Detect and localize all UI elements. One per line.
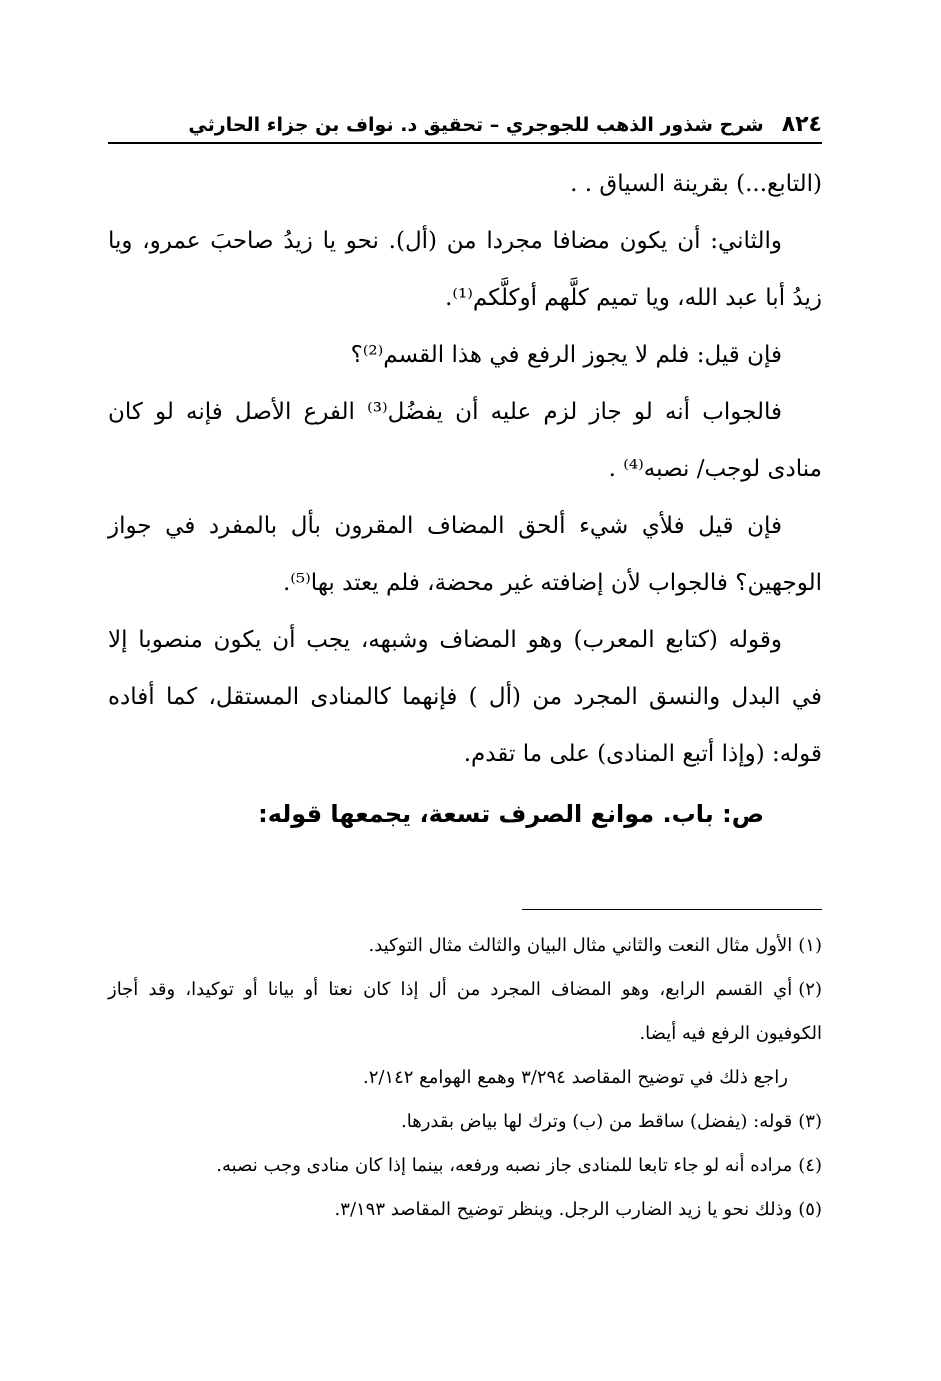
section-heading: ص: باب. موانع الصرف تسعة، يجمعها قوله: [258, 800, 764, 828]
paragraph-2: والثاني: أن يكون مضافا مجردا من (أل). نحو يا زيدُ صاحبَ عمرو، ويا زيدُ أبا عبد الله، ويا تميم كلَّهم أوكلَّكم⁽¹⁾. [108, 228, 822, 311]
footnote-divider [522, 909, 822, 910]
footnote-number: (٤) [798, 1155, 822, 1176]
footnote-5 [108, 1188, 822, 1232]
footnote-number: (١) [798, 935, 822, 956]
footnote-number: (٥) [798, 1199, 822, 1220]
footnote-text: قوله: (يفضل) ساقط من (ب) وترك لها بياض بقدرها. [401, 1111, 793, 1132]
footnote-text: وذلك نحو يا زيد الضارب الرجل. وينظر توضيح المقاصد ٣/١٩٣. [334, 1199, 793, 1220]
running-header [108, 108, 822, 144]
book-page [108, 108, 822, 1232]
footnote-text: أي القسم الرابع، وهو المضاف المجرد من أل إذا كان نعتا أو بيانا أو توكيدا، وقد أجاز الكوفيون الرفع فيه أيضا. [108, 979, 822, 1044]
page-number: ٨٢٤ [781, 112, 822, 137]
paragraph-3: فإن قيل: فلم لا يجوز الرفع في هذا القسم⁽²⁾؟ [350, 342, 782, 368]
main-text [108, 156, 822, 783]
footnote-text: راجع ذلك في توضيح المقاصد ٣/٢٩٤ وهمع الهوامع ٢/١٤٢. [362, 1067, 788, 1088]
paragraph-4: فالجواب أنه لو جاز لزم عليه أن يفضُل⁽³⁾ الفرع الأصل فإنه لو كان منادى لوجب/ نصبه⁽⁴⁾ . [108, 399, 822, 482]
paragraph-5: فإن قيل فلأي شيء ألحق المضاف المقرون بأل بالمفرد في جواز الوجهين؟ فالجواب لأن إضافته غير محضة، فلم يعتد بها⁽⁵⁾. [108, 513, 822, 596]
footnote-text: مراده أنه لو جاء تابعا للمنادى جاز نصبه ورفعه، بينما إذا كان منادى وجب نصبه. [216, 1155, 793, 1176]
footnote-3 [108, 1100, 822, 1144]
footnote-text: الأول مثال النعت والثاني مثال البيان والثالث مثال التوكيد. [368, 935, 793, 956]
paragraph-6: وقوله (كتابع المعرب) وهو المضاف وشبهه، يجب أن يكون منصوبا إلا في البدل والنسق المجرد من (أل ) فإنهما كالمنادى المستقل، كما أفاده قوله: (وإذا أتبع المنادى) على ما تقدم. [108, 627, 822, 767]
footnote-2-reference [108, 1056, 822, 1100]
footnote-number: (٣) [798, 1111, 822, 1132]
paragraph-1: (التابع...) بقرينة السياق . . [570, 171, 822, 197]
footnotes [108, 924, 822, 1232]
footnote-1 [108, 924, 822, 968]
running-title: شرح شذور الذهب للجوجري – تحقيق د. نواف بن جزاء الحارثي [188, 114, 764, 136]
footnote-4 [108, 1144, 822, 1188]
footnote-2 [108, 968, 822, 1056]
footnote-number: (٢) [798, 979, 822, 1000]
